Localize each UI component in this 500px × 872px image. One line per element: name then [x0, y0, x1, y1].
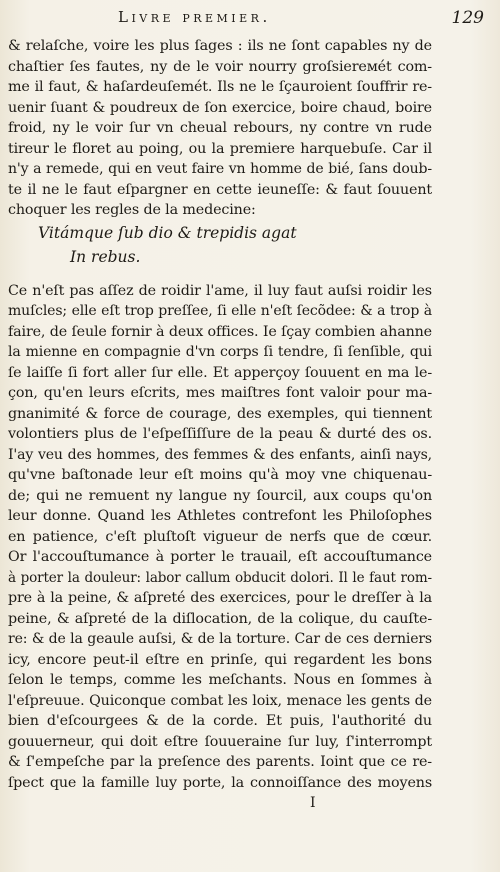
text-line: froid, ny le voir ſur vn cheual rebours, ny contre vn rude	[8, 120, 432, 136]
text-line: qu'vne baſtonade leur eſt moins qu'à moy vne chiquenau-	[8, 467, 432, 483]
text-line: en patience, c'eſt pluſtoſt vigueur de nerfs que de cœur.	[8, 528, 432, 545]
text-line: & relaſche, voire les plus ſages : ils ne ſont capables ny de	[8, 38, 432, 54]
text-line: re: & de la geaule auſsi, & de la torture. Car de ces derniers	[8, 631, 432, 647]
text-line: peine, & aſpreté de la diſlocation, de la colique, du cauſte-	[8, 610, 432, 627]
running-title: Livre premier.	[118, 8, 271, 26]
text-line: choquer les regles de la medecine:	[8, 202, 256, 218]
text-line: n'y a remede, qui en veut faire vn homme de bié, ſans doub-	[8, 161, 432, 177]
paragraph-gap	[8, 269, 432, 281]
text-line: pre à la peine, & aſpreté des exercices, pour le dreſſer à la	[8, 590, 432, 606]
text-line: ſe laiſſe ſi fort aller ſur elle. Et apperçoy ſouuent en ma le-	[8, 364, 432, 381]
text-block	[8, 36, 432, 793]
text-line: gouuerneur, qui doit eſtre ſouueraine ſur luy, ſ'interrompt	[8, 733, 432, 750]
text-line: & ſ'empeſche par la preſence des parents. Ioint que ce re-	[8, 754, 432, 770]
text-line: I'ay veu des hommes, des femmes & des enfants, ainſi nays,	[8, 446, 432, 463]
text-line: te il ne le faut eſpargner en cette ieuneſſe: & faut ſouuent	[8, 181, 432, 198]
page-header	[0, 8, 500, 32]
page-number: 129	[451, 8, 484, 28]
text-line: l'eſpreuue. Quiconque combat les loix, menace les gents de	[8, 692, 432, 709]
text-line: la mienne en compagnie d'vn corps ſi tendre, ſi ſenſible, qui	[8, 344, 432, 360]
text-line: ſpect que la famille luy porte, la connoiſſance des moyens	[8, 774, 432, 791]
text-line: bien d'eſcourgees & de la corde. Et puis, l'authorité du	[8, 713, 432, 729]
text-line: icy, encore peut-il eſtre en prinſe, qui regardent les bons	[8, 651, 432, 668]
text-line: gnanimité & force de courage, des exemples, qui tiennent	[8, 405, 432, 422]
text-line: volontiers plus de l'eſpeſſiſſure de la peau & durté des os.	[8, 426, 432, 442]
text-line: de; qui ne remuent ny langue ny ſourcil, aux coups qu'on	[8, 487, 432, 504]
latin-quote-line: In rebus.	[70, 247, 141, 266]
text-line: Ce n'eſt pas aſſez de roidir l'ame, il luy faut auſsi roidir les	[8, 282, 432, 299]
text-line: leur donne. Quand les Athletes contrefont les Philoſophes	[8, 508, 432, 524]
text-line: uenir ſuant & poudreux de ſon exercice, boire chaud, boire	[8, 99, 432, 116]
signature-mark: I	[310, 795, 316, 811]
text-line: faire, de ſeule fornir à deux offices. Ie ſçay combien ahanne	[8, 323, 432, 340]
text-line: ſelon le temps, comme les meſchants. Nous en ſommes à	[8, 672, 432, 688]
text-line: Or l'accouſtumance à porter le trauail, eſt accouſtumance	[8, 549, 432, 565]
text-line: chaſtier ſes fautes, ny de le voir nourry groſsierемét com-	[8, 58, 432, 75]
text-line: tireur le floret au poing, ou la premiere harquebuſe. Car il	[8, 140, 432, 157]
text-line: muſcles; elle eſt trop preſſee, ſi elle n'eſt ſecõdee: & a trop à	[8, 303, 432, 319]
latin-quote-line: Vitámque ſub dio & trepidis agat	[38, 223, 297, 242]
text-line: à porter la douleur: labor callum obducit dolori. Il le faut rom-	[8, 569, 432, 586]
text-line: me il faut, & haſardeuſemét. Ils ne le ſçauroient ſouffrir re-	[8, 79, 432, 95]
text-line: çon, qu'en leurs eſcrits, mes maiſtres font valoir pour ma-	[8, 385, 432, 401]
